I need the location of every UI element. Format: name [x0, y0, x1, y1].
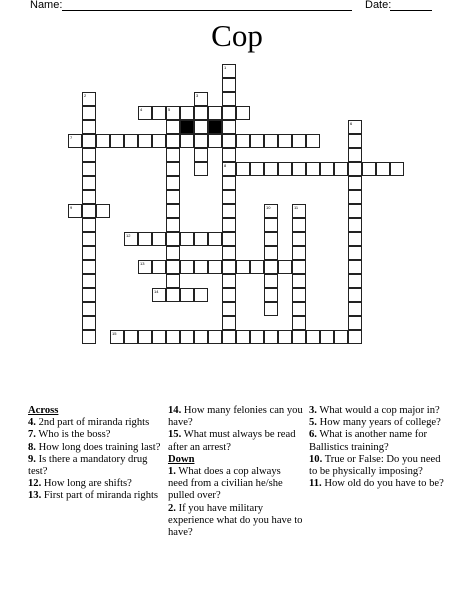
crossword-cell[interactable]	[264, 204, 278, 218]
crossword-cell[interactable]	[194, 106, 208, 120]
crossword-cell[interactable]	[124, 232, 138, 246]
crossword-cell[interactable]	[82, 288, 96, 302]
clue-number: 2	[84, 93, 87, 98]
crossword-cell[interactable]	[194, 232, 208, 246]
across-heading: Across	[28, 405, 59, 416]
crossword-cell[interactable]	[222, 92, 236, 106]
crossword-cell[interactable]	[152, 232, 166, 246]
crossword-cell[interactable]	[292, 260, 306, 274]
crossword-cell[interactable]	[292, 330, 306, 344]
crossword-cell[interactable]	[348, 246, 362, 260]
crossword-cell[interactable]	[208, 232, 222, 246]
crossword-cell[interactable]	[222, 330, 236, 344]
crossword-cell[interactable]	[250, 330, 264, 344]
clue-text: Who is the boss?	[35, 429, 111, 441]
crossword-cell[interactable]	[222, 162, 236, 176]
clue-text: What does a cop always need from a civilian he/she pulled over?	[168, 466, 283, 502]
crossword-cell[interactable]	[264, 134, 278, 148]
crossword-cell[interactable]	[152, 134, 166, 148]
clues-column-3	[309, 405, 444, 490]
clue-text: How long are shifts?	[41, 478, 132, 490]
crossword-cell[interactable]	[138, 330, 152, 344]
crossword-cell[interactable]	[278, 162, 292, 176]
crossword-cell[interactable]	[376, 162, 390, 176]
crossword-cell[interactable]	[82, 134, 96, 148]
crossword-cell[interactable]	[194, 162, 208, 176]
crossword-cell[interactable]	[152, 330, 166, 344]
crossword-cell[interactable]	[222, 260, 236, 274]
crossword-cell[interactable]	[194, 260, 208, 274]
crossword-cell[interactable]	[138, 232, 152, 246]
crossword-cell[interactable]	[292, 134, 306, 148]
crossword-cell[interactable]	[320, 162, 334, 176]
clue-number: 5	[168, 107, 171, 112]
crossword-cell[interactable]	[68, 204, 82, 218]
clue-item	[28, 454, 163, 478]
crossword-cell[interactable]	[124, 330, 138, 344]
crossword-cell[interactable]	[194, 148, 208, 162]
crossword-cell[interactable]	[292, 232, 306, 246]
clue-item	[168, 466, 303, 503]
crossword-cell[interactable]	[348, 162, 362, 176]
crossword-cell[interactable]	[222, 274, 236, 288]
crossword-cell[interactable]	[166, 204, 180, 218]
clue-text: How many felonies can you have?	[168, 405, 303, 429]
clue-item	[309, 478, 444, 490]
clue-item	[309, 454, 444, 478]
crossword-cell[interactable]	[348, 302, 362, 316]
crossword-cell[interactable]	[334, 330, 348, 344]
crossword-cell[interactable]	[124, 134, 138, 148]
crossword-cell[interactable]	[96, 134, 110, 148]
crossword-cell[interactable]	[82, 246, 96, 260]
crossword-cell[interactable]	[96, 204, 110, 218]
clue-text: What is another name for Ballistics training?	[309, 429, 428, 453]
crossword-cell[interactable]	[180, 288, 194, 302]
crossword-cell[interactable]	[82, 302, 96, 316]
crossword-cell[interactable]	[68, 134, 82, 148]
crossword-cell[interactable]	[166, 218, 180, 232]
crossword-cell[interactable]	[264, 330, 278, 344]
crossword-cell[interactable]	[166, 232, 180, 246]
crossword-cell[interactable]	[152, 288, 166, 302]
clue-number-label: 15.	[168, 429, 182, 441]
crossword-cell[interactable]	[82, 148, 96, 162]
clue-text: What must always be read after an arrest?	[168, 429, 296, 453]
crossword-cell[interactable]	[194, 134, 208, 148]
crossword-cell[interactable]	[222, 64, 236, 78]
crossword-cell[interactable]	[194, 330, 208, 344]
crossword-cell[interactable]	[306, 330, 320, 344]
crossword-cell[interactable]	[292, 218, 306, 232]
crossword-cell[interactable]	[292, 316, 306, 330]
crossword-cell[interactable]	[222, 106, 236, 120]
clues-column-2	[168, 405, 303, 539]
crossword-cell[interactable]	[306, 134, 320, 148]
across-clue-list-continued	[168, 405, 303, 454]
crossword-cell[interactable]	[222, 148, 236, 162]
crossword-cell[interactable]	[222, 176, 236, 190]
down-clue-list-continued	[309, 405, 444, 490]
crossword-cell[interactable]	[222, 316, 236, 330]
crossword-cell[interactable]	[82, 218, 96, 232]
clue-text: How long does training last?	[35, 441, 161, 453]
crossword-cell[interactable]	[348, 204, 362, 218]
clue-number-label: 3.	[309, 405, 317, 416]
crossword-cell[interactable]	[236, 134, 250, 148]
crossword-cell[interactable]	[222, 78, 236, 92]
clue-number-label: 5.	[309, 417, 317, 429]
clue-number-label: 8.	[28, 441, 36, 453]
clue-number: 13	[140, 261, 145, 266]
crossword-cell[interactable]	[166, 260, 180, 274]
crossword-cell[interactable]	[320, 330, 334, 344]
crossword-cell[interactable]	[362, 162, 376, 176]
clue-number: 11	[294, 205, 299, 210]
crossword-cell[interactable]	[264, 246, 278, 260]
crossword-cell[interactable]	[208, 106, 222, 120]
crossword-cell[interactable]	[166, 190, 180, 204]
crossword-cell[interactable]	[264, 302, 278, 316]
crossword-cell[interactable]	[292, 204, 306, 218]
crossword-cell[interactable]	[264, 162, 278, 176]
crossword-cell[interactable]	[166, 162, 180, 176]
crossword-cell[interactable]	[82, 176, 96, 190]
clue-number-label: 12.	[28, 478, 42, 490]
clue-number: 12	[126, 233, 131, 238]
crossword-cell[interactable]	[166, 274, 180, 288]
crossword-cell[interactable]	[292, 288, 306, 302]
crossword-cell[interactable]	[348, 148, 362, 162]
clue-number: 1	[224, 65, 227, 70]
crossword-cell[interactable]	[180, 106, 194, 120]
clue-item	[28, 490, 163, 502]
clues-column-1	[28, 405, 163, 503]
down-heading: Down	[168, 453, 195, 465]
clue-number-label: 13.	[28, 490, 42, 502]
crossword-cell[interactable]	[82, 162, 96, 176]
crossword-cell[interactable]	[222, 288, 236, 302]
crossword-cell[interactable]	[292, 162, 306, 176]
clue-item	[28, 417, 163, 429]
clue-number-label: 10.	[309, 453, 323, 465]
clue-number: 9	[70, 205, 73, 210]
across-clue-list	[28, 417, 163, 502]
clue-number-label: 11.	[309, 478, 322, 490]
name-label: Name:	[30, 0, 63, 11]
crossword-cell[interactable]	[222, 204, 236, 218]
clue-text: How old do you have to be?	[321, 478, 444, 490]
crossword-cell[interactable]	[138, 134, 152, 148]
crossword-cell[interactable]	[82, 106, 96, 120]
crossword-cell[interactable]	[82, 204, 96, 218]
crossword-cell[interactable]	[82, 330, 96, 344]
crossword-cell[interactable]	[152, 106, 166, 120]
crossword-cell[interactable]	[222, 232, 236, 246]
clue-number: 4	[140, 107, 143, 112]
crossword-cell[interactable]	[166, 176, 180, 190]
crossword-cell[interactable]	[138, 260, 152, 274]
crossword-cell[interactable]	[348, 134, 362, 148]
crossword-cell[interactable]	[166, 288, 180, 302]
crossword-cell[interactable]	[208, 260, 222, 274]
crossword-cell[interactable]	[292, 246, 306, 260]
crossword-cell[interactable]	[348, 232, 362, 246]
crossword-cell[interactable]	[334, 162, 348, 176]
clue-item	[168, 503, 303, 540]
crossword-cell[interactable]	[278, 330, 292, 344]
crossword-cell[interactable]	[180, 232, 194, 246]
clue-number-label: 4.	[28, 417, 36, 429]
page-title: Cop	[211, 18, 263, 53]
crossword-cell[interactable]	[348, 274, 362, 288]
date-label: Date:	[365, 0, 392, 11]
crossword-cell[interactable]	[222, 190, 236, 204]
crossword-cell[interactable]	[278, 260, 292, 274]
crossword-cell[interactable]	[250, 134, 264, 148]
crossword-cell[interactable]	[194, 120, 208, 134]
clue-text: First part of miranda rights	[41, 490, 159, 502]
clue-text: True or False: Do you need to be physically imposing?	[309, 453, 441, 478]
crossword-cell[interactable]	[348, 120, 362, 134]
crossword-cell[interactable]	[138, 106, 152, 120]
clue-number-label: 14.	[168, 405, 182, 416]
crossword-cell[interactable]	[82, 232, 96, 246]
clue-item	[309, 417, 444, 429]
crossword-cell[interactable]	[82, 316, 96, 330]
clue-number-label: 1.	[168, 466, 176, 478]
crossword-cell[interactable]	[236, 106, 250, 120]
clue-text: How many years of college?	[316, 417, 441, 429]
crossword-cell[interactable]	[166, 120, 180, 134]
crossword-cell[interactable]	[166, 106, 180, 120]
clue-text: 2nd part of miranda rights	[35, 417, 150, 429]
crossword-cell[interactable]	[348, 190, 362, 204]
crossword-cell[interactable]	[264, 218, 278, 232]
crossword-cell[interactable]	[292, 274, 306, 288]
crossword-cell[interactable]	[194, 92, 208, 106]
crossword-cell[interactable]	[264, 232, 278, 246]
crossword-cell[interactable]	[236, 260, 250, 274]
crossword-cell[interactable]	[166, 148, 180, 162]
clue-item	[309, 429, 444, 453]
clue-text: If you have military experience what do you have to have?	[168, 502, 303, 539]
down-clue-list	[168, 466, 303, 539]
crossword-cell[interactable]	[180, 330, 194, 344]
clue-item	[28, 429, 163, 441]
crossword-cell[interactable]	[222, 246, 236, 260]
clue-number: 15	[112, 331, 117, 336]
crossword-cell[interactable]	[236, 162, 250, 176]
crossword-cell[interactable]	[222, 134, 236, 148]
crossword-cell[interactable]	[222, 120, 236, 134]
crossword-cell[interactable]	[348, 330, 362, 344]
crossword-cell[interactable]	[348, 316, 362, 330]
crossword-cell[interactable]	[264, 288, 278, 302]
crossword-cell[interactable]	[236, 330, 250, 344]
crossword-cell[interactable]	[222, 218, 236, 232]
clue-text: Is there a mandatory drug test?	[28, 453, 148, 478]
crossword-cell[interactable]	[208, 134, 222, 148]
crossword-cell[interactable]	[208, 330, 222, 344]
clue-number: 8	[224, 163, 227, 168]
clue-number: 10	[266, 205, 271, 210]
clue-number: 3	[196, 93, 199, 98]
clue-number-label: 9.	[28, 453, 36, 465]
crossword-cell[interactable]	[166, 134, 180, 148]
clue-item	[168, 429, 303, 453]
clue-number-label: 6.	[309, 429, 317, 441]
clue-item	[28, 478, 163, 490]
crossword-cell[interactable]	[250, 260, 264, 274]
crossword-cell[interactable]	[348, 288, 362, 302]
crossword-cell[interactable]	[110, 134, 124, 148]
crossword-cell[interactable]	[82, 190, 96, 204]
crossword-cell[interactable]	[222, 302, 236, 316]
crossword-cell[interactable]	[166, 330, 180, 344]
crossword-cell[interactable]	[82, 260, 96, 274]
black-square	[208, 120, 222, 134]
clue-number-label: 7.	[28, 429, 36, 441]
clue-number-label: 2.	[168, 502, 176, 514]
black-square	[180, 120, 194, 134]
clue-number: 14	[154, 289, 159, 294]
crossword-cell[interactable]	[82, 92, 96, 106]
crossword-cell[interactable]	[250, 162, 264, 176]
clue-item	[28, 442, 163, 454]
clue-item	[309, 405, 444, 417]
crossword-cell[interactable]	[264, 260, 278, 274]
crossword-cell[interactable]	[348, 260, 362, 274]
crossword-cell[interactable]	[152, 260, 166, 274]
crossword-cell[interactable]	[166, 246, 180, 260]
crossword-cell[interactable]	[180, 260, 194, 274]
crossword-cell[interactable]	[82, 120, 96, 134]
crossword-cell[interactable]	[390, 162, 404, 176]
clue-number: 6	[350, 121, 353, 126]
crossword-cell[interactable]	[292, 302, 306, 316]
crossword-cell[interactable]	[278, 134, 292, 148]
clue-item	[168, 405, 303, 429]
crossword-cell[interactable]	[180, 134, 194, 148]
crossword-cell[interactable]	[194, 288, 208, 302]
crossword-cell[interactable]	[306, 162, 320, 176]
crossword-cell[interactable]	[264, 274, 278, 288]
clue-number: 7	[70, 135, 73, 140]
crossword-cell[interactable]	[82, 274, 96, 288]
crossword-cell[interactable]	[348, 176, 362, 190]
crossword-cell[interactable]	[348, 218, 362, 232]
crossword-cell[interactable]	[110, 330, 124, 344]
clue-text: What would a cop major in?	[316, 405, 440, 416]
